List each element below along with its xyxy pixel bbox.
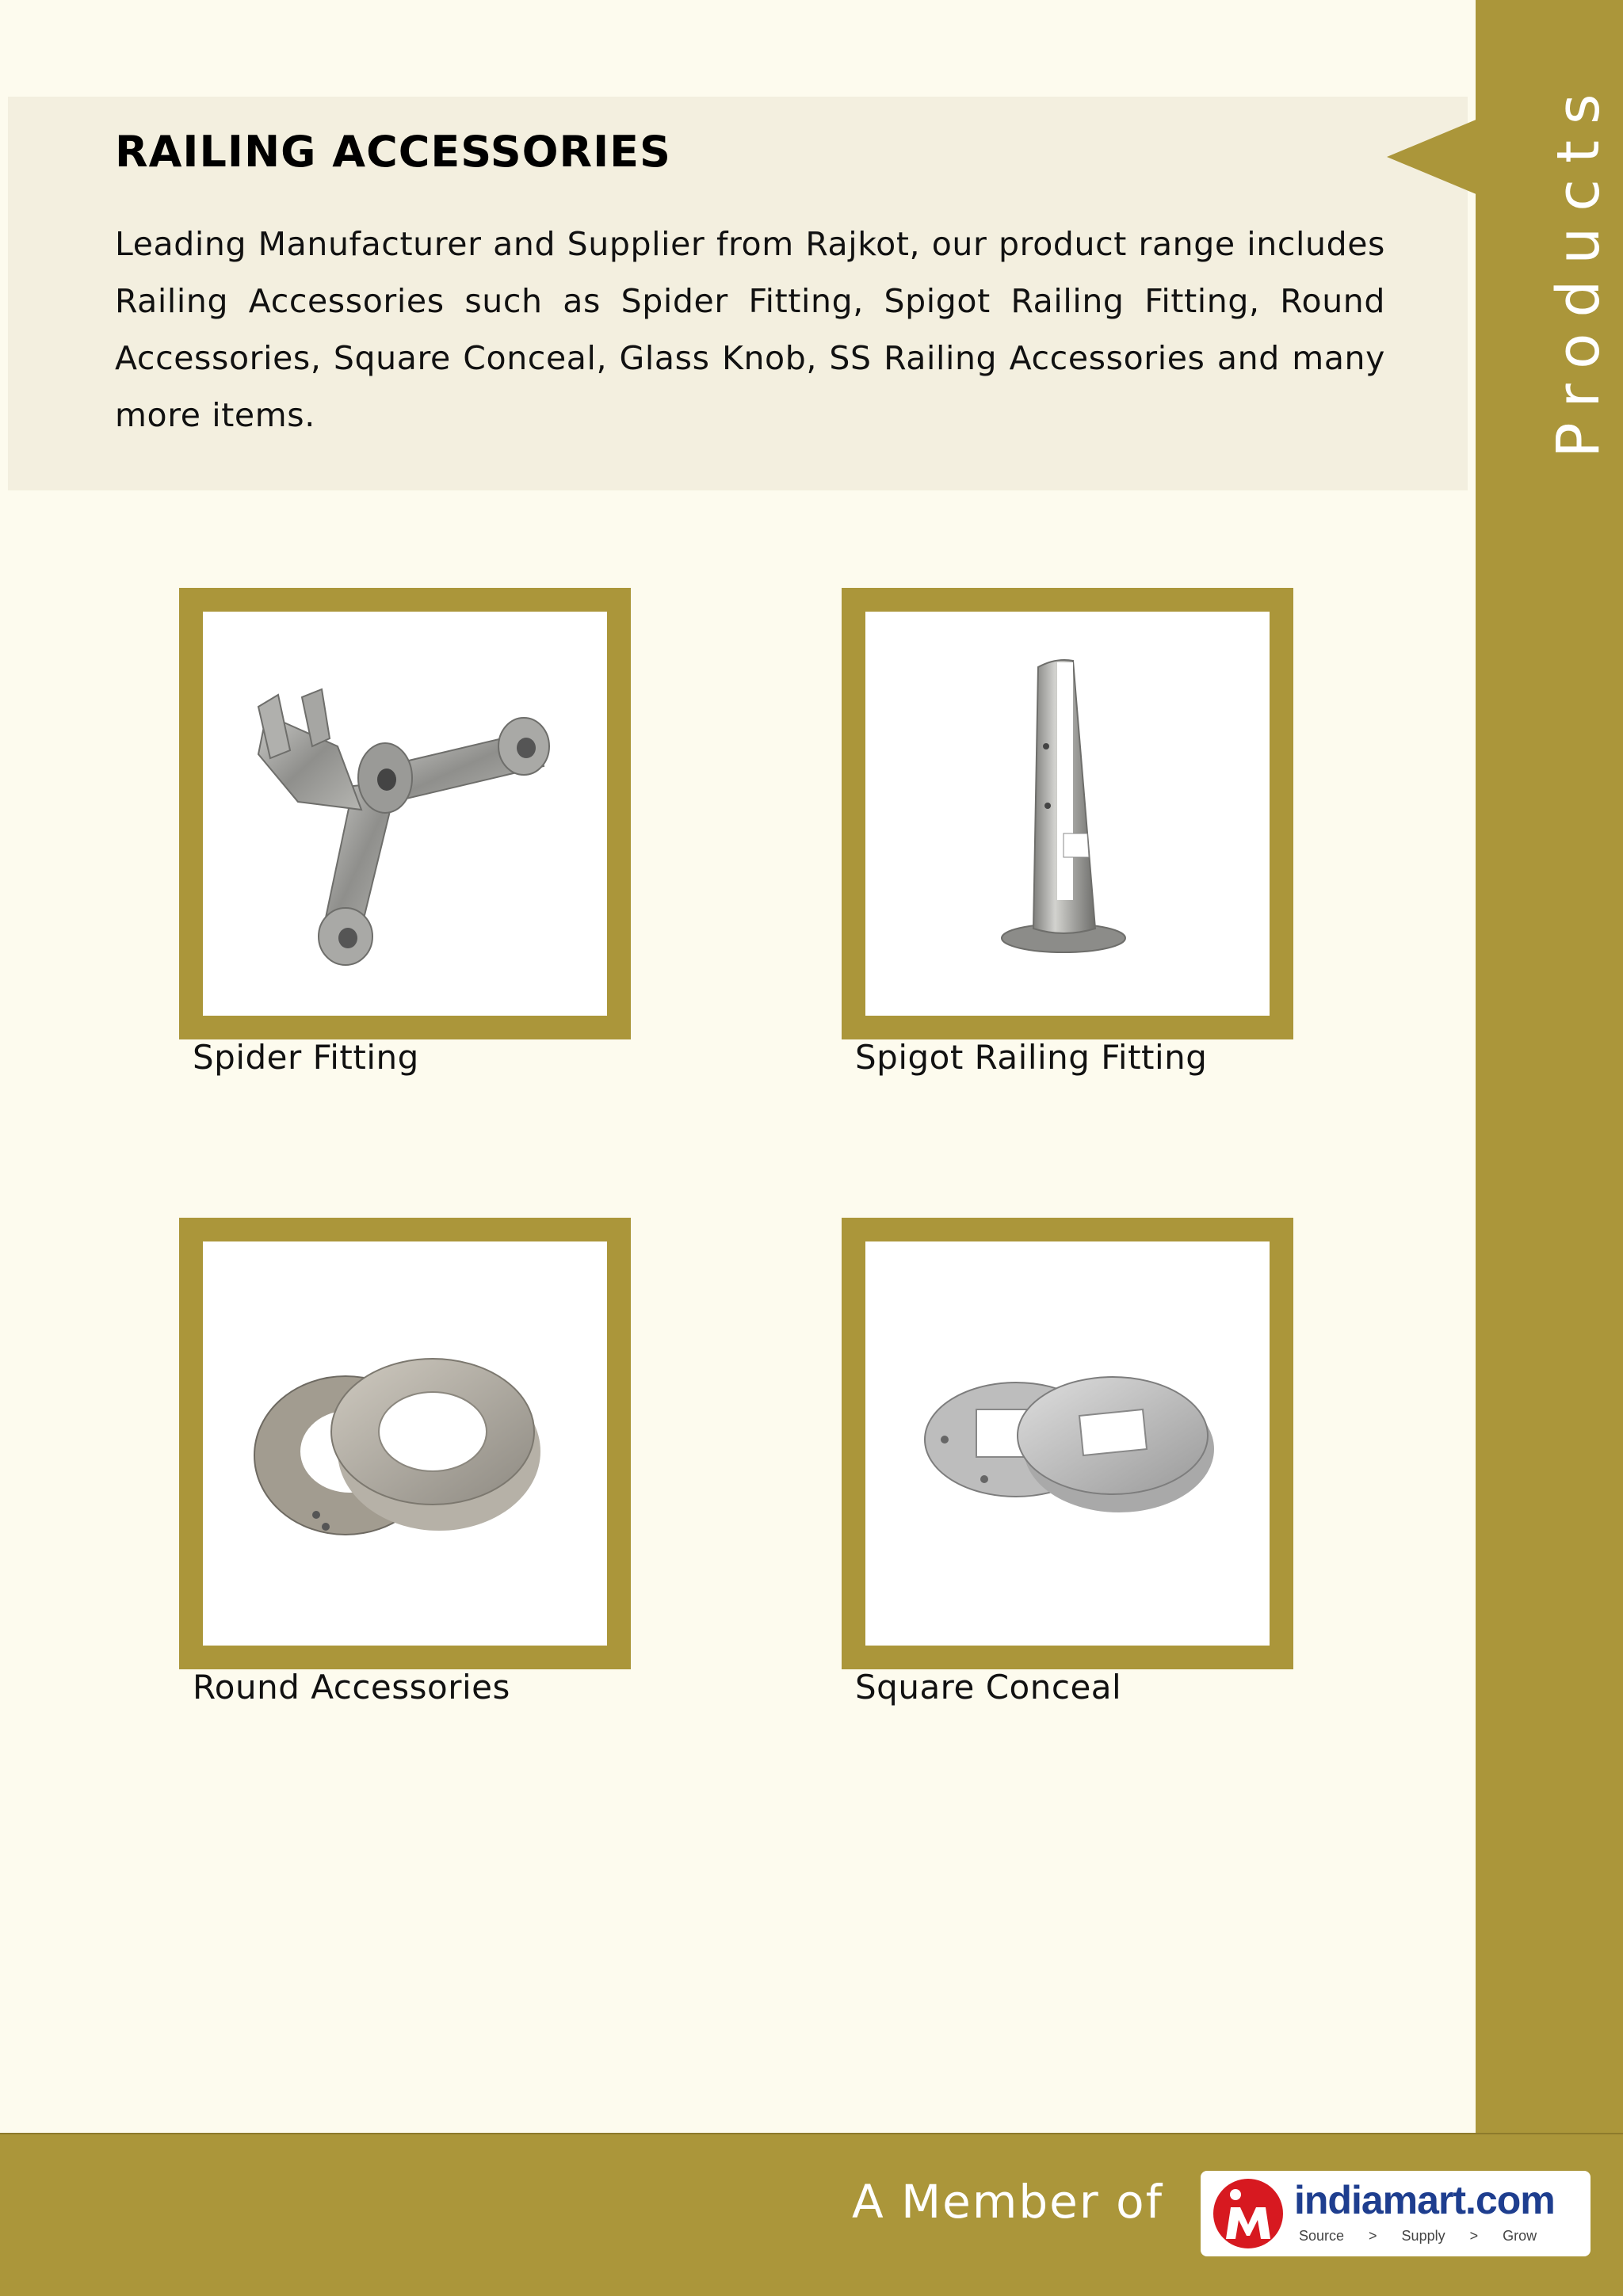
product-caption[interactable]: Spigot Railing Fitting — [855, 1038, 1208, 1077]
intro-description: Leading Manufacturer and Supplier from Rajkot, our product range includes Railing Accessories such as Spider Fitting, Spigot Railing Fitting, Round Accessories, Square Conceal, Glass Knob, SS Railing Accessories and many more items. — [115, 225, 1385, 434]
side-label-products: Products — [1545, 78, 1613, 458]
indiamart-m-logo-icon — [1212, 2177, 1285, 2250]
product-image-round-accessories[interactable] — [179, 1218, 631, 1669]
member-text: A Member of — [852, 2175, 1164, 2229]
section-title: RAILING ACCESSORIES — [115, 127, 671, 177]
product-caption[interactable]: Round Accessories — [193, 1668, 510, 1707]
logo-tagline: Source > Supply > Grow — [1299, 2228, 1537, 2244]
spider-fitting-image — [203, 612, 607, 1016]
logo-wordmark: indiamart.com — [1294, 2178, 1555, 2222]
product-image-spigot-railing-fitting[interactable] — [842, 588, 1293, 1039]
product-caption[interactable]: Spider Fitting — [193, 1038, 419, 1077]
side-tab-pointer — [1387, 119, 1478, 195]
product-image-spider-fitting[interactable] — [179, 588, 631, 1039]
indiamart-logo[interactable] — [1201, 2171, 1591, 2256]
round-accessories-image — [203, 1241, 607, 1646]
square-conceal-image — [865, 1241, 1270, 1646]
spigot-fitting-image — [865, 612, 1270, 1016]
product-image-square-conceal[interactable] — [842, 1218, 1293, 1669]
product-caption[interactable]: Square Conceal — [855, 1668, 1122, 1707]
